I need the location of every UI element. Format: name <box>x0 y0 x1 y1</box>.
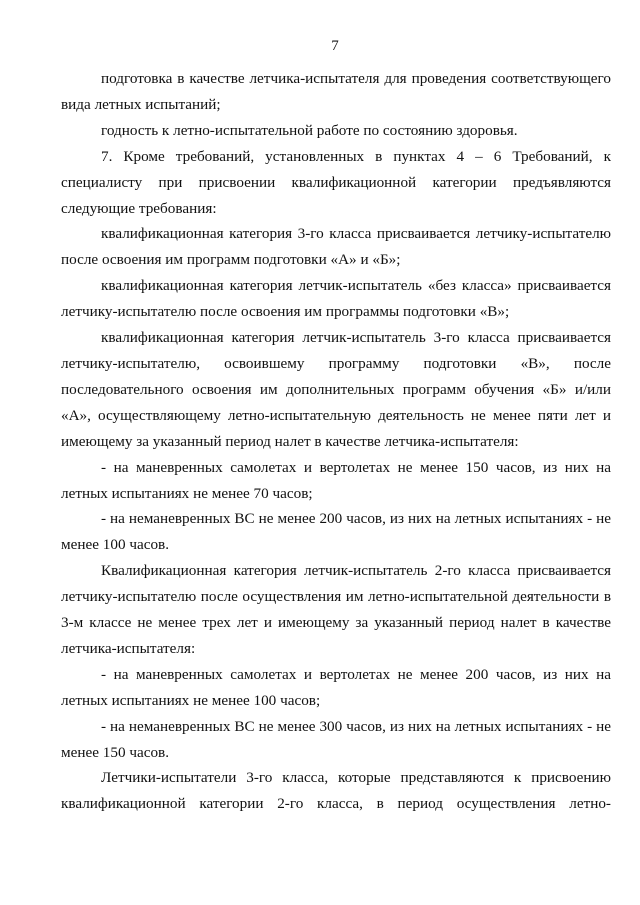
page-number: 7 <box>331 38 339 54</box>
list-item-non-maneuverable-2-class: - на неманевренных ВС не менее 300 часов, из них на летных испытаниях - не менее 150 часов. <box>61 717 611 761</box>
paragraph-test-pilot-3-class: квалификационная категория летчик-испытатель 3-го класса присваивается летчику-испытателю, освоившему программу подготовки «В», после последовательного освоения им дополнительных программ обучения «Б» и/или «А», осуществляющему летно-испытательную деятельность не менее пяти лет и имеющему за указанный период налет в качестве летчика-испытателя: <box>61 329 611 450</box>
paragraph-health-fitness: годность к летно-испытательной работе по состоянию здоровья. <box>101 121 518 139</box>
list-item-maneuverable-3-class: - на маневренных самолетах и вертолетах не менее 150 часов, из них на летных испытаниях не менее 70 часов; <box>61 458 611 502</box>
paragraph-item-7: 7. Кроме требований, установленных в пунктах 4 – 6 Требований, к специалисту при присвоении квалификационной категории предъявляются следующие требования: <box>61 147 611 217</box>
paragraph-category-3-class: квалификационная категория 3-го класса присваивается летчику-испытателю после освоения им программ подготовки «А» и «Б»; <box>61 225 611 269</box>
document-body <box>61 66 611 817</box>
paragraph-3-class-candidates: Летчики-испытатели 3-го класса, которые представляются к присвоению квалификационной категории 2-го класса, в период осуществления летно- <box>61 769 611 813</box>
paragraph-training-qualification: подготовка в качестве летчика-испытателя для проведения соответствующего вида летных испытаний; <box>61 70 611 113</box>
list-item-non-maneuverable-3-class: - на неманевренных ВС не менее 200 часов, из них на летных испытаниях - не менее 100 часов. <box>61 510 611 554</box>
list-item-maneuverable-2-class: - на маневренных самолетах и вертолетах не менее 200 часов, из них на летных испытаниях не менее 100 часов; <box>61 665 611 709</box>
paragraph-test-pilot-2-class: Квалификационная категория летчик-испытатель 2-го класса присваивается летчику-испытателю после осуществления им летно-испытательной деятельности в 3-м классе не менее трех лет и имеющему за указанный период налет в качестве летчика-испытателя: <box>61 562 611 657</box>
paragraph-category-no-class: квалификационная категория летчик-испытатель «без класса» присваивается летчику-испытателю после освоения им программы подготовки «В»; <box>61 277 611 321</box>
